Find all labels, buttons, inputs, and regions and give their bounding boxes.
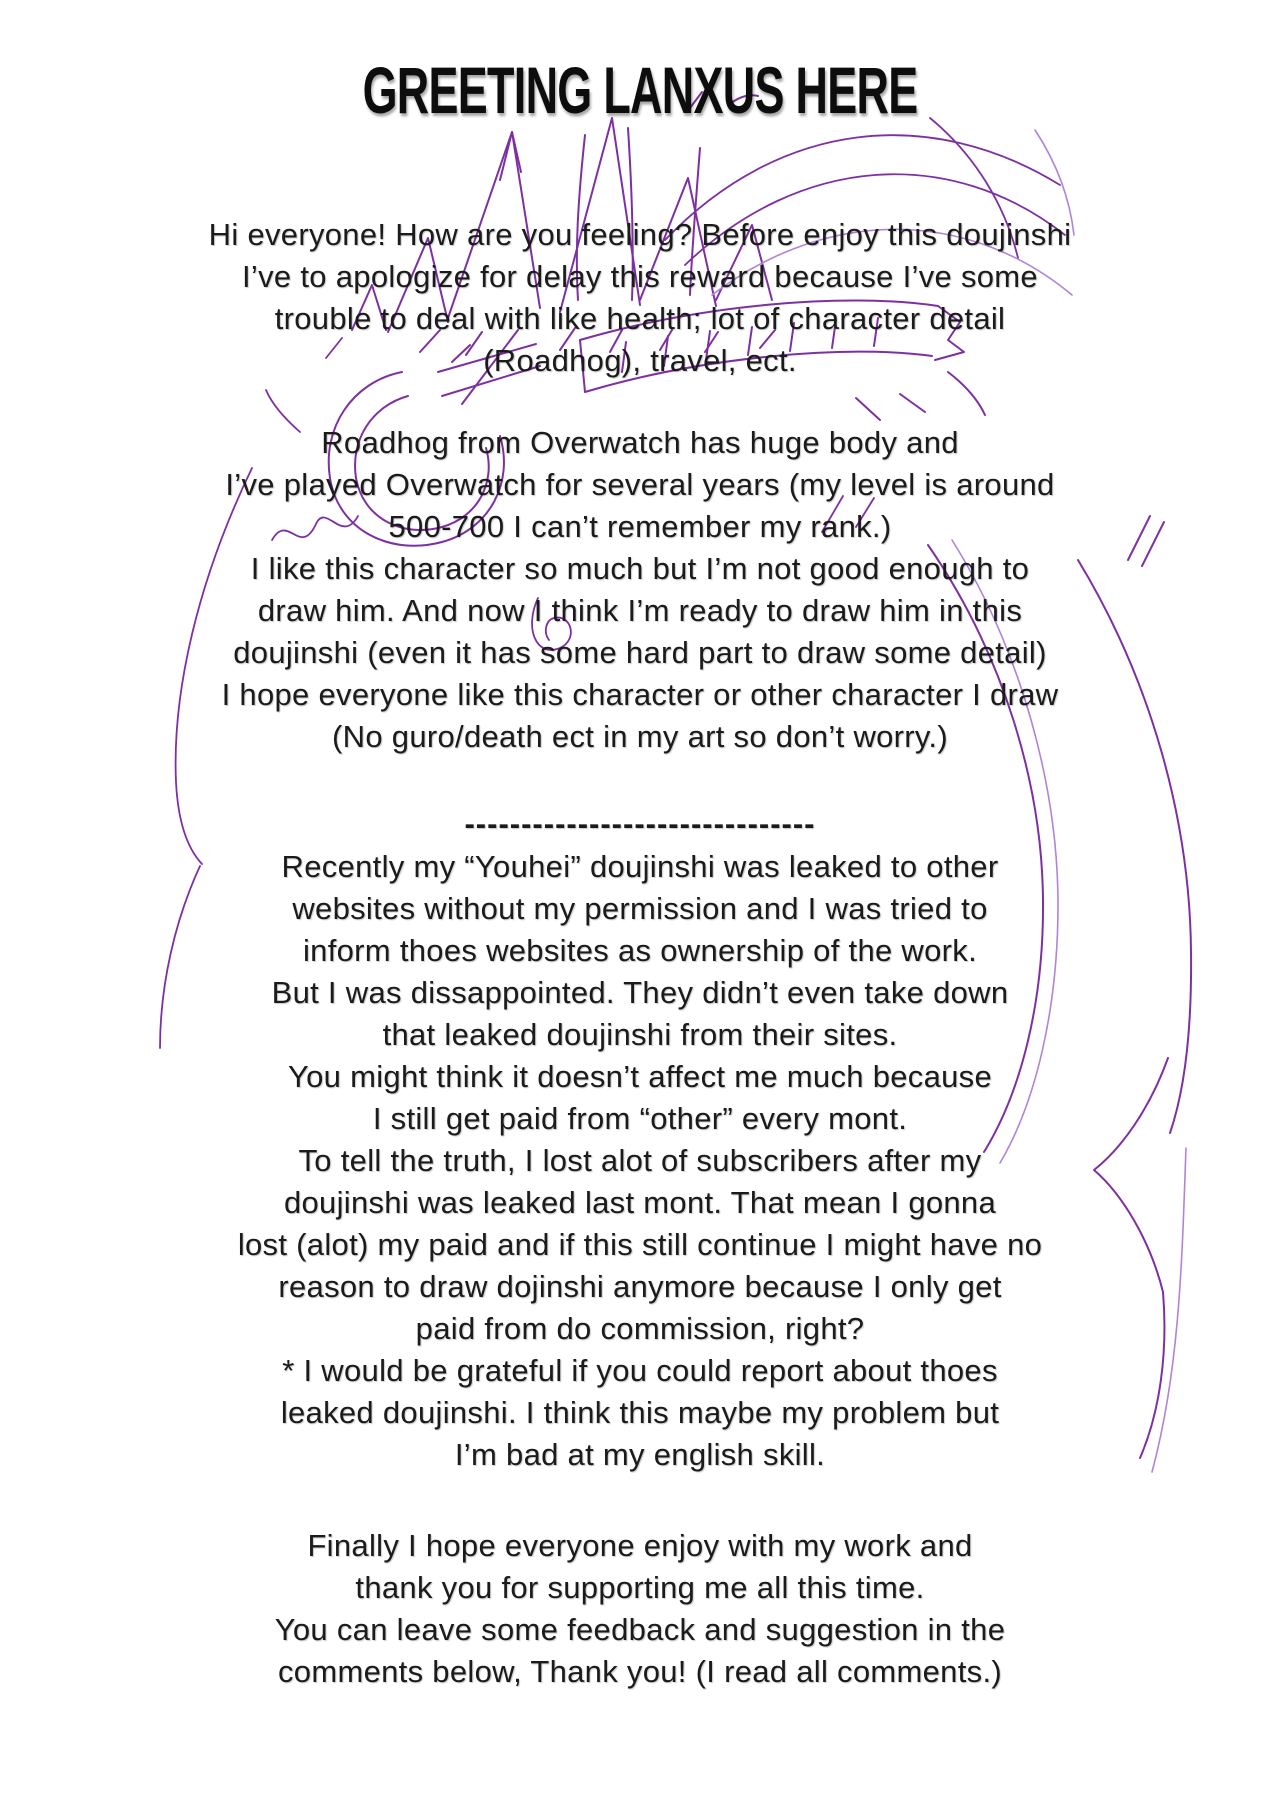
- text-line: 500-700 I can’t remember my rank.): [388, 509, 892, 544]
- text-line: (No guro/death ect in my art so don’t worry.): [332, 719, 948, 754]
- text-line: * I would be grateful if you could report about thoes: [282, 1353, 998, 1388]
- text-line: trouble to deal with like health; lot of character detail: [274, 301, 1006, 336]
- closing-paragraph: [60, 1525, 1220, 1693]
- text-line: Hi everyone! How are you feeling? Before enjoy this doujinshi: [208, 217, 1072, 252]
- text-line: draw him. And now I think I’m ready to draw him in this: [257, 593, 1023, 628]
- page-title-text: GREETING LANXUS HERE: [362, 53, 918, 127]
- text-line: doujinshi (even it has some hard part to draw some detail): [233, 635, 1047, 670]
- text-line: Finally I hope everyone enjoy with my work and: [307, 1528, 973, 1563]
- text-line: lost (alot) my paid and if this still continue I might have no: [237, 1227, 1043, 1262]
- text-line: I hope everyone like this character or other character I draw: [221, 677, 1059, 712]
- text-line: paid from do commission, right?: [415, 1311, 865, 1346]
- text-line: But I was dissappointed. They didn’t even take down: [271, 975, 1009, 1010]
- text-line: Roadhog from Overwatch has huge body and: [321, 425, 959, 460]
- text-line: reason to draw dojinshi anymore because I only get: [278, 1269, 1002, 1304]
- text-line: thank you for supporting me all this time.: [355, 1570, 925, 1605]
- roadhog-paragraph: [60, 422, 1220, 758]
- text-line: doujinshi was leaked last mont. That mean I gonna: [283, 1185, 997, 1220]
- text-line: I’m bad at my english skill.: [454, 1437, 826, 1472]
- text-line: that leaked doujinshi from their sites.: [382, 1017, 898, 1052]
- leak-paragraph: [60, 846, 1220, 1476]
- text-line: I’ve to apologize for delay this reward because I’ve some: [242, 259, 1038, 294]
- text-line: I still get paid from “other” every mont.: [372, 1101, 908, 1136]
- text-line: Recently my “Youhei” doujinshi was leaked to other: [281, 849, 999, 884]
- page-title: [0, 0, 1280, 126]
- text-line: To tell the truth, I lost alot of subscribers after my: [298, 1143, 982, 1178]
- text-line: comments below, Thank you! (I read all comments.): [278, 1654, 1002, 1689]
- text-line: (Roadhog), travel, ect.: [483, 343, 797, 378]
- text-line: leaked doujinshi. I think this maybe my problem but: [280, 1395, 1000, 1430]
- text-line: I like this character so much but I’m not good enough to: [250, 551, 1030, 586]
- text-line: You can leave some feedback and suggestion in the: [274, 1612, 1006, 1647]
- text-line: I’ve played Overwatch for several years (my level is around: [225, 467, 1055, 502]
- text-line: inform thoes websites as ownership of the work.: [302, 933, 977, 968]
- text-line: websites without my permission and I was tried to: [292, 891, 988, 926]
- text-line: You might think it doesn’t affect me much because: [288, 1059, 992, 1094]
- section-divider: -------------------------------: [464, 806, 816, 841]
- intro-paragraph: [60, 214, 1220, 382]
